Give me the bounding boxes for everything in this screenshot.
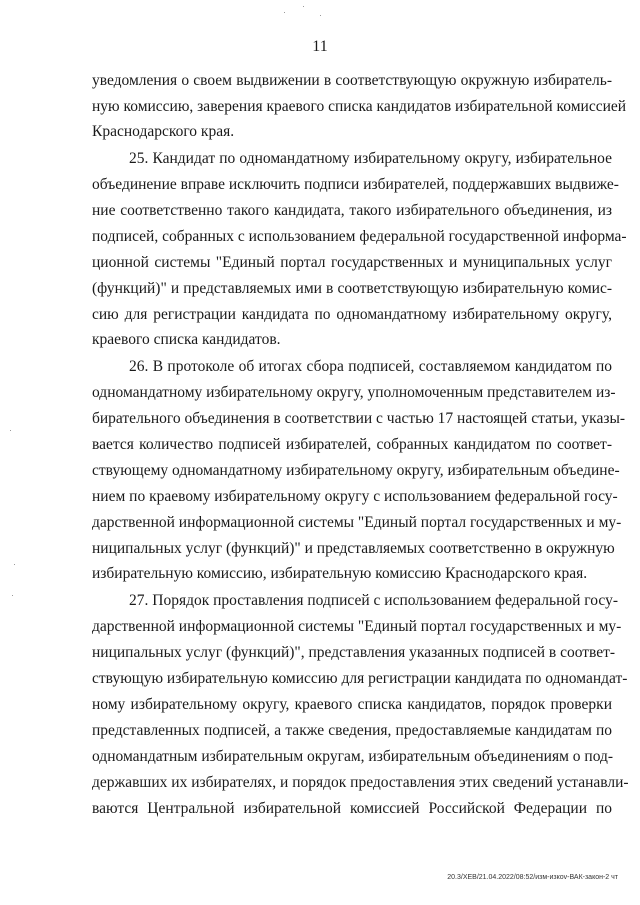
text-line: 27. Порядок проставления подписей с использованием федеральной госу- <box>129 592 618 609</box>
footer-stamp: 20.3/ХЕВ/21.04.2022/08:52/изм-изкоv-ВАК-закон-2 чт <box>447 874 618 881</box>
scan-speck <box>303 6 304 7</box>
text-line: уведомления о своем выдвижении в соответствующую окружную избиратель- <box>92 72 612 89</box>
text-line: краевого списка кандидатов. <box>92 331 281 348</box>
text-line: ному избирательному округу, краевого списка кандидатов, порядок проверки <box>92 696 612 713</box>
text-line: ваются Центральной избирательной комиссией Российской Федерации по <box>92 800 612 817</box>
text-line: ние соответственно такого кандидата, такого избирательного объединения, из <box>92 202 612 219</box>
text-line: объединение вправе исключить подписи избирателей, поддержавших выдвиже- <box>92 176 619 193</box>
text-line: сию для регистрации кандидата по одномандатному избирательному округу, <box>92 306 612 323</box>
text-line: ниципальных услуг (функций)", представления указанных подписей в соответ- <box>92 644 616 661</box>
text-line: подписей, собранных с использованием федеральной государственной информа- <box>92 228 627 245</box>
text-line: дарственной информационной системы "Единый портал государственных и му- <box>92 514 622 531</box>
scan-speck <box>284 12 285 13</box>
scan-speck <box>10 430 11 431</box>
text-line: ствующему одномандатному избирательному округу, избирательным объедине- <box>92 462 620 479</box>
text-line: ционной системы "Единый портал государственных и муниципальных услуг <box>92 254 612 271</box>
text-line: одномандатному избирательному округу, уполномоченным представителем из- <box>92 384 616 401</box>
text-line: одномандатным избирательным округам, избирательным объединениям о под- <box>92 748 614 765</box>
text-line: дарственной информационной системы "Единый портал государственных и му- <box>92 618 622 635</box>
text-line: ствующую избирательную комиссию для регистрации кандидата по одномандат- <box>92 670 628 687</box>
text-line: Краснодарского края. <box>92 123 235 140</box>
text-line: 26. В протоколе об итогах сбора подписей, составляемом кандидатом по <box>129 358 612 375</box>
page-number: 11 <box>312 38 328 55</box>
scan-speck <box>320 15 321 16</box>
text-line: державших их избирателях, и порядок предоставления этих сведений устанавли- <box>92 774 629 791</box>
text-line: (функций)" и представляемых ими в соответствующую избирательную комис- <box>92 280 612 297</box>
scan-speck <box>12 595 13 596</box>
text-line: 25. Кандидат по одномандатному избирательному округу, избирательное <box>129 150 612 167</box>
scan-speck <box>14 564 15 565</box>
text-line: бирательного объединения в соответствии с частью 17 настоящей статьи, указы- <box>92 410 626 427</box>
text-line: избирательную комиссию, избирательную комиссию Краснодарского края. <box>92 565 588 582</box>
text-line: вается количество подписей избирателей, собранных кандидатом по соответ- <box>92 436 612 453</box>
text-line: представленных подписей, а также сведения, предоставляемые кандидатам по <box>92 722 612 739</box>
text-line: нием по краевому избирательному округу с использованием федеральной госу- <box>92 488 618 505</box>
text-line: ную комиссию, заверения краевого списка кандидатов избирательной комиссией <box>92 98 627 115</box>
text-line: ниципальных услуг (функций)" и представляемых соответственно в окружную <box>92 540 615 557</box>
